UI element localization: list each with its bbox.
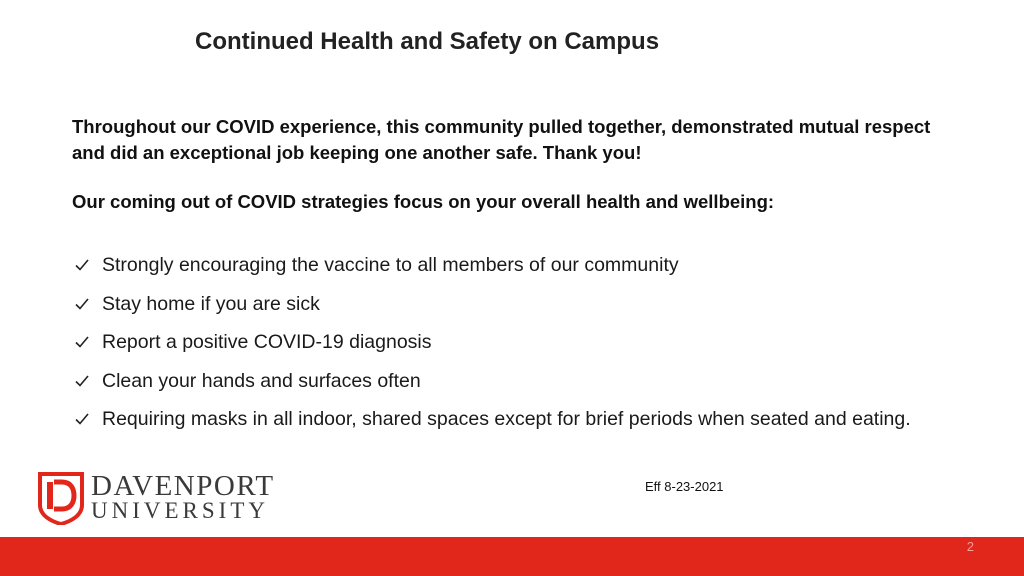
checkmark-icon xyxy=(74,257,90,273)
list-item-text: Strongly encouraging the vaccine to all members of our community xyxy=(102,254,679,276)
list-item xyxy=(74,400,944,439)
logo-line-university: UNIVERSITY xyxy=(91,498,269,523)
strategy-list xyxy=(74,246,944,439)
list-item-text: Requiring masks in all indoor, shared spaces except for brief periods when seated and eating. xyxy=(102,408,911,430)
logo-wordmark xyxy=(91,470,275,523)
list-item-text: Clean your hands and surfaces often xyxy=(102,369,421,392)
list-item xyxy=(74,323,944,362)
checkmark-icon xyxy=(74,373,90,389)
logo-line-davenport: DAVENPORT xyxy=(91,470,275,502)
shield-logo-icon xyxy=(36,471,86,525)
list-item xyxy=(74,285,944,324)
checkmark-icon xyxy=(74,334,90,350)
list-item xyxy=(74,246,944,285)
checkmark-icon xyxy=(74,411,90,427)
footer-bar xyxy=(0,537,1024,576)
list-item-text: Stay home if you are sick xyxy=(102,292,320,315)
page-number: 2 xyxy=(966,539,974,554)
university-logo xyxy=(36,471,276,529)
slide-title: Continued Health and Safety on Campus xyxy=(195,28,660,55)
intro-paragraph: Throughout our COVID experience, this community pulled together, demonstrated mutual respect and did an exceptional job keeping one another safe. Thank you! xyxy=(72,116,931,163)
list-item-text: Report a positive COVID-19 diagnosis xyxy=(102,331,432,353)
list-item xyxy=(74,362,944,401)
checkmark-icon xyxy=(74,296,90,312)
focus-statement: Our coming out of COVID strategies focus on your overall health and wellbeing: xyxy=(72,191,775,212)
effective-date: Eff 8-23-2021 xyxy=(645,479,724,494)
